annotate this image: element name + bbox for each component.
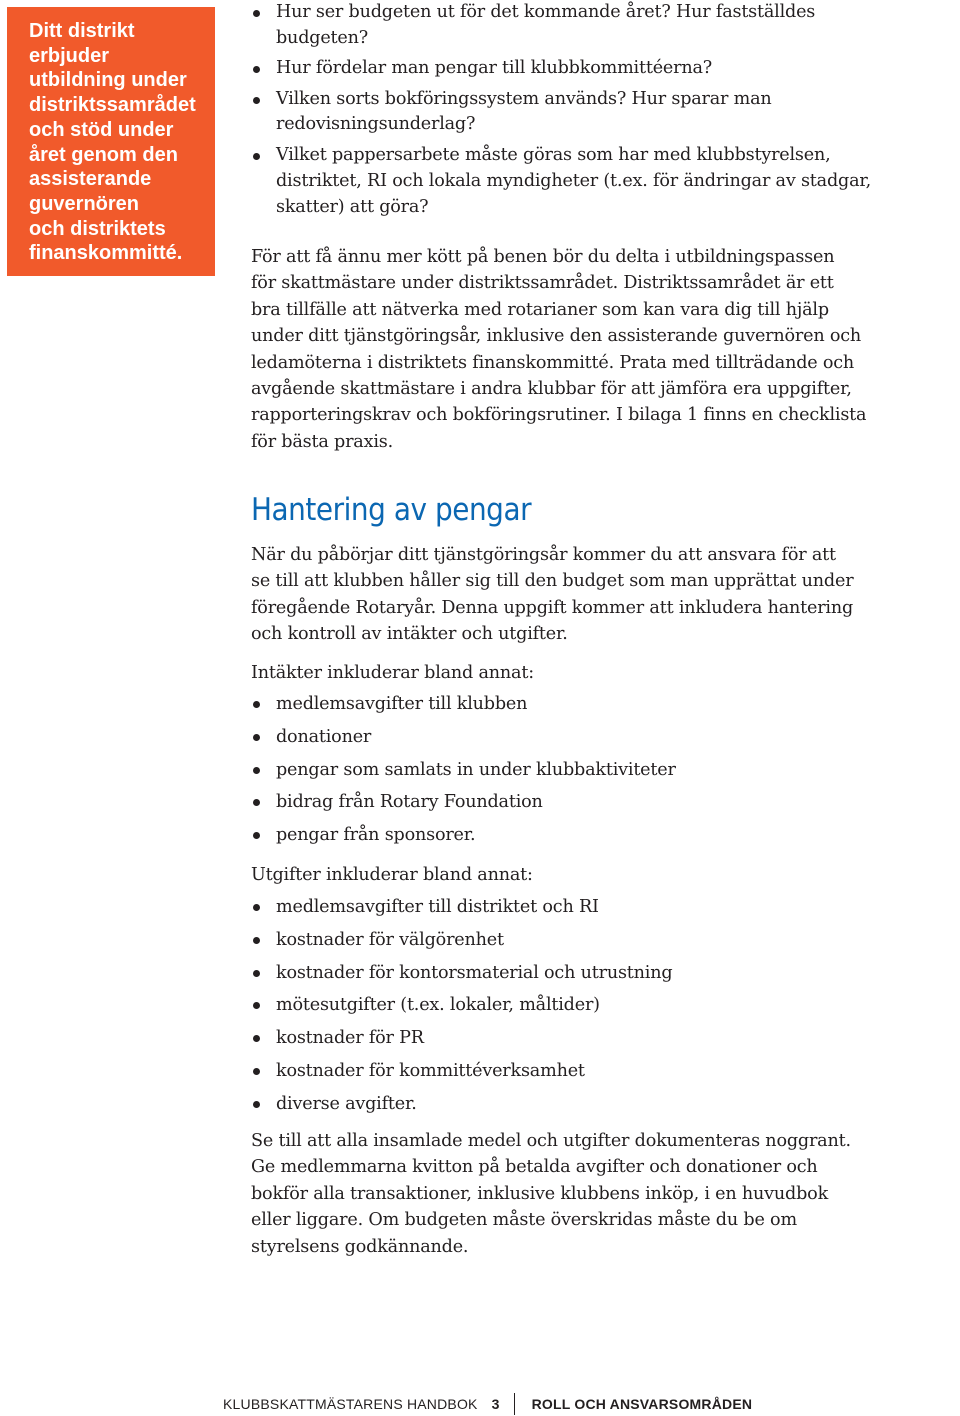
- list-item: medlemsavgifter till distriktet och RI: [251, 894, 672, 920]
- list-item: kostnader för PR: [251, 1025, 672, 1051]
- sidebar-callout-text: Ditt distrikt erbjuder utbildning under distriktssamrådet och stöd under året genom den assisterande guvernören och distriktets finanskommitté.: [29, 20, 196, 265]
- sidebar-callout-box: [7, 7, 215, 276]
- footer-book-title: KLUBBSKATTMÄSTARENS HANDBOK: [223, 1396, 478, 1412]
- list-item: kostnader för välgörenhet: [251, 927, 672, 953]
- list-item: bidrag från Rotary Foundation: [251, 789, 676, 815]
- budget-questions-list: [251, 0, 960, 220]
- footer-section-name: ROLL OCH ANSVARSOMRÅDEN: [531, 1396, 753, 1412]
- list-item: Hur fördelar man pengar till klubbkommittéerna?: [251, 56, 960, 82]
- list-item: Vilken sorts bokföringssystem används? Hur sparar man redovisningsunderlag?: [251, 87, 960, 139]
- list-item: pengar som samlats in under klubbaktiviteter: [251, 757, 676, 783]
- list-item: donationer: [251, 724, 676, 750]
- expense-list: [251, 894, 672, 1117]
- list-item: kostnader för kontorsmaterial och utrustning: [251, 960, 672, 986]
- list-item: mötesutgifter (t.ex. lokaler, måltider): [251, 992, 672, 1018]
- section-paragraph: När du påbörjar ditt tjänstgöringsår kommer du att ansvara för att se till att klubben håller sig till den budget som man upprättat under föregående Rotaryår. Denna uppgift kommer att inkludera hantering och kontroll av intäkter och utgifter.: [251, 545, 854, 645]
- income-list: [251, 691, 676, 849]
- list-item: Hur ser budgeten ut för det kommande året? Hur fastställdes budgeten?: [251, 0, 960, 52]
- list-item: medlemsavgifter till klubben: [251, 691, 676, 717]
- footer-page-number: 3: [491, 1396, 500, 1412]
- list-item: pengar från sponsorer.: [251, 822, 676, 848]
- page-footer: [223, 1392, 752, 1416]
- expense-label: Utgifter inkluderar bland annat:: [251, 865, 533, 885]
- section-heading: Hantering av pengar: [251, 492, 532, 528]
- list-item: diverse avgifter.: [251, 1091, 672, 1117]
- list-item: kostnader för kommittéverksamhet: [251, 1058, 672, 1084]
- list-item: Vilket pappersarbete måste göras som har med klubbstyrelsen, distriktet, RI och lokala myndigheter (t.ex. för ändringar av stadgar, skatter) att göra?: [251, 143, 960, 221]
- intro-paragraph: För att få ännu mer kött på benen bör du delta i utbildningspassen för skattmästare under distriktssamrådet. Distriktssamrådet är ett bra tillfälle att nätverka med rotarianer som kan vara dig till hjälp under ditt tjänstgöringsår, inklusive den assisterande guvernören och ledamöterna i distriktets finanskommitté. Prata med tillträdande och avgående skattmästare i andra klubbar för att jämföra era uppgifter, rapporteringskrav och bokföringsrutiner. I bilaga 1 finns en checklista för bästa praxis.: [251, 247, 867, 452]
- main-content: [251, 0, 960, 1257]
- closing-paragraph: Se till att alla insamlade medel och utgifter dokumenteras noggrant. Ge medlemmarna kvitton på betalda avgifter och donationer och bokför alla transaktioner, inklusive klubbens inköp, i en huvudbok eller liggare. Om budgeten måste överskridas måste du be om styrelsens godkännande.: [251, 1131, 851, 1257]
- footer-divider: [514, 1393, 515, 1415]
- income-label: Intäkter inkluderar bland annat:: [251, 663, 534, 683]
